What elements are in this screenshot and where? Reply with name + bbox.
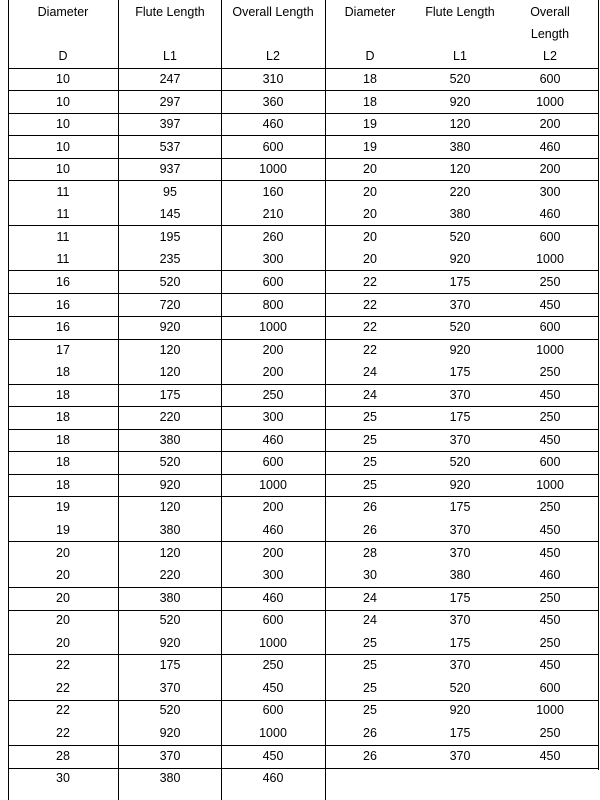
table-cell: 300 [262, 568, 284, 583]
table-cell: 22 [56, 725, 70, 740]
table-cell: 26 [363, 725, 377, 740]
header-label: Length [530, 27, 570, 41]
table-cell: 22 [363, 342, 377, 357]
table-cell: 20 [363, 207, 377, 222]
row-divider [8, 745, 325, 746]
table-cell: 920 [449, 342, 471, 357]
table-cell: 300 [262, 252, 284, 267]
table-cell: 600 [539, 72, 561, 86]
row-divider [8, 451, 325, 452]
header-label: Diameter [344, 5, 396, 19]
table-cell: 95 [163, 184, 177, 199]
table-cell: 250 [539, 500, 561, 515]
table-cell: 16 [56, 274, 70, 289]
table-cell: 370 [159, 680, 181, 695]
table-cell: 25 [363, 703, 377, 718]
table-cell: 360 [262, 94, 284, 109]
table-cell: 260 [262, 229, 284, 244]
table-cell: 370 [449, 613, 471, 628]
table-cell: 16 [56, 297, 70, 312]
row-divider [325, 180, 599, 181]
table-cell: 520 [449, 680, 471, 695]
table-cell: 720 [159, 297, 181, 312]
row-divider [8, 384, 325, 385]
table-cell: 380 [159, 432, 181, 447]
row-divider [325, 270, 599, 271]
row-divider [325, 135, 599, 136]
row-divider [325, 384, 599, 385]
table-cell: 520 [159, 274, 181, 289]
table-cell: 1000 [259, 320, 287, 335]
table-cell: 200 [262, 365, 284, 380]
table-cell: 370 [449, 658, 471, 673]
row-divider [325, 158, 599, 159]
table-cell: 25 [363, 635, 377, 650]
row-divider [8, 225, 325, 226]
table-cell: 520 [449, 72, 471, 86]
table-cell: 220 [449, 184, 471, 199]
row-divider [8, 339, 325, 340]
header-symbol: L1 [163, 49, 177, 63]
table-cell: 210 [262, 207, 284, 222]
table-cell: 26 [363, 748, 377, 763]
table-cell: 460 [539, 207, 561, 222]
table-cell: 120 [159, 545, 181, 560]
table-cell: 600 [539, 455, 561, 470]
row-divider [8, 90, 325, 91]
table-cell: 920 [159, 725, 181, 740]
table-cell: 175 [449, 725, 471, 740]
table-cell: 460 [262, 432, 284, 447]
column-divider [325, 0, 326, 800]
row-divider [325, 225, 599, 226]
table-cell: 175 [159, 658, 181, 673]
table-cell: 10 [56, 94, 70, 109]
row-divider [325, 90, 599, 91]
table-cell: 25 [363, 477, 377, 492]
table-cell: 920 [159, 477, 181, 492]
table-cell: 380 [159, 771, 181, 786]
table-cell: 800 [262, 297, 284, 312]
table-cell: 200 [262, 545, 284, 560]
table-cell: 300 [262, 410, 284, 425]
table-cell: 20 [56, 545, 70, 560]
row-divider [325, 496, 599, 497]
header-label: Flute Length [425, 5, 495, 19]
table-cell: 460 [262, 590, 284, 605]
table-cell: 19 [363, 139, 377, 154]
table-cell: 600 [539, 320, 561, 335]
table-cell: 20 [56, 635, 70, 650]
table-cell: 30 [56, 771, 70, 786]
table-cell: 1000 [259, 725, 287, 740]
table-cell: 22 [56, 658, 70, 673]
table-cell: 175 [449, 500, 471, 515]
row-divider [325, 700, 599, 701]
table-cell: 460 [262, 523, 284, 537]
table-cell: 450 [539, 545, 561, 560]
table-cell: 450 [539, 613, 561, 628]
row-divider [325, 68, 599, 69]
header-symbol: L2 [266, 49, 280, 63]
table-cell: 19 [363, 117, 377, 132]
row-divider [8, 180, 325, 181]
column-divider [8, 0, 9, 800]
table-cell: 520 [449, 455, 471, 470]
table-cell: 520 [159, 613, 181, 628]
table-cell: 520 [159, 455, 181, 470]
table-cell: 20 [56, 568, 70, 583]
row-divider [8, 293, 325, 294]
table-cell: 160 [262, 184, 284, 199]
table-cell: 200 [262, 500, 284, 515]
table-cell: 24 [363, 613, 377, 628]
table-cell: 195 [159, 229, 181, 244]
table-cell: 10 [56, 139, 70, 154]
table-cell: 11 [56, 229, 70, 244]
row-divider [325, 768, 599, 769]
row-divider [325, 541, 599, 542]
row-divider [8, 610, 325, 611]
table-cell: 18 [363, 94, 377, 109]
table-cell: 1000 [536, 342, 564, 357]
table-cell: 11 [56, 184, 70, 199]
row-divider [325, 429, 599, 430]
table-cell: 250 [539, 725, 561, 740]
table-cell: 460 [262, 771, 284, 786]
table-cell: 370 [449, 432, 471, 447]
table-cell: 450 [539, 748, 561, 763]
table-cell: 600 [262, 274, 284, 289]
table-cell: 920 [449, 703, 471, 718]
table-cell: 175 [449, 635, 471, 650]
table-cell: 24 [363, 387, 377, 402]
row-divider [8, 700, 325, 701]
row-divider [8, 541, 325, 542]
table-cell: 22 [363, 297, 377, 312]
table-cell: 1000 [259, 162, 287, 177]
table-cell: 920 [159, 635, 181, 650]
table-cell: 175 [159, 387, 181, 402]
table-cell: 450 [539, 523, 561, 537]
table-cell: 20 [56, 590, 70, 605]
table-cell: 520 [449, 229, 471, 244]
table-cell: 250 [262, 387, 284, 402]
table-cell: 247 [159, 72, 181, 86]
table-cell: 18 [56, 365, 70, 380]
table-cell: 450 [539, 658, 561, 673]
table-cell: 520 [159, 703, 181, 718]
row-divider [325, 293, 599, 294]
table-cell: 120 [159, 342, 181, 357]
table-cell: 17 [56, 342, 70, 357]
table-cell: 120 [159, 500, 181, 515]
table-cell: 22 [56, 680, 70, 695]
table-cell: 937 [159, 162, 181, 177]
table-cell: 520 [449, 320, 471, 335]
table-cell: 18 [363, 72, 377, 86]
row-divider [8, 270, 325, 271]
table-cell: 26 [363, 500, 377, 515]
table-cell: 450 [539, 432, 561, 447]
table-cell: 1000 [536, 477, 564, 492]
table-cell: 250 [539, 410, 561, 425]
table-cell: 18 [56, 387, 70, 402]
table-cell: 600 [262, 613, 284, 628]
row-divider [8, 316, 325, 317]
row-divider [325, 339, 599, 340]
table-cell: 30 [363, 568, 377, 583]
table-cell: 18 [56, 410, 70, 425]
table-cell: 460 [262, 117, 284, 132]
table-cell: 24 [363, 365, 377, 380]
row-divider [325, 654, 599, 655]
row-divider [8, 113, 325, 114]
header-symbol: D [365, 49, 375, 63]
table-cell: 920 [159, 320, 181, 335]
row-divider [8, 429, 325, 430]
table-cell: 175 [449, 274, 471, 289]
table-cell: 450 [262, 748, 284, 763]
table-cell: 11 [56, 252, 70, 267]
table-cell: 600 [262, 455, 284, 470]
table-cell: 25 [363, 432, 377, 447]
table-cell: 25 [363, 680, 377, 695]
header-symbol: L1 [453, 49, 467, 63]
table-cell: 250 [262, 658, 284, 673]
row-divider [8, 768, 325, 769]
table-cell: 200 [262, 342, 284, 357]
table-cell: 250 [539, 590, 561, 605]
table-cell: 175 [449, 365, 471, 380]
table-cell: 18 [56, 432, 70, 447]
table-cell: 380 [159, 590, 181, 605]
header-label: Flute Length [135, 5, 205, 19]
row-divider [325, 610, 599, 611]
table-cell: 235 [159, 252, 181, 267]
column-divider [221, 0, 222, 800]
row-divider [325, 406, 599, 407]
header-symbol: D [58, 49, 68, 63]
table-cell: 370 [449, 387, 471, 402]
table-cell: 20 [363, 229, 377, 244]
table-cell: 220 [159, 568, 181, 583]
table-cell: 370 [159, 748, 181, 763]
table-cell: 380 [449, 139, 471, 154]
row-divider [8, 654, 325, 655]
table-cell: 28 [363, 545, 377, 560]
table-cell: 250 [539, 274, 561, 289]
table-cell: 19 [56, 523, 70, 537]
table-cell: 22 [363, 320, 377, 335]
table-cell: 20 [363, 252, 377, 267]
table-cell: 250 [539, 365, 561, 380]
table-cell: 20 [56, 613, 70, 628]
row-divider [8, 587, 325, 588]
table-cell: 22 [56, 703, 70, 718]
table-cell: 370 [449, 545, 471, 560]
table-cell: 920 [449, 94, 471, 109]
row-divider [8, 496, 325, 497]
table-cell: 26 [363, 523, 377, 537]
table-cell: 250 [539, 635, 561, 650]
table-cell: 1000 [259, 635, 287, 650]
row-divider [8, 158, 325, 159]
table-cell: 300 [539, 184, 561, 199]
header-label: Diameter [37, 5, 89, 19]
table-cell: 19 [56, 500, 70, 515]
table-cell: 16 [56, 320, 70, 335]
table-cell: 297 [159, 94, 181, 109]
table-cell: 1000 [536, 94, 564, 109]
row-divider [325, 316, 599, 317]
header-label: Overall Length [232, 5, 314, 19]
table-cell: 1000 [259, 477, 287, 492]
table-cell: 600 [539, 680, 561, 695]
header-symbol: L2 [543, 49, 557, 63]
table-cell: 380 [449, 207, 471, 222]
table-cell: 18 [56, 455, 70, 470]
table-cell: 145 [159, 207, 181, 222]
row-divider [325, 474, 599, 475]
table-cell: 200 [539, 162, 561, 177]
table-cell: 18 [56, 477, 70, 492]
table-cell: 450 [262, 680, 284, 695]
table-cell: 370 [449, 748, 471, 763]
row-divider [325, 451, 599, 452]
row-divider [8, 135, 325, 136]
table-cell: 537 [159, 139, 181, 154]
table-cell: 920 [449, 477, 471, 492]
table-cell: 460 [539, 139, 561, 154]
table-cell: 20 [363, 162, 377, 177]
table-cell: 220 [159, 410, 181, 425]
row-divider [8, 406, 325, 407]
table-cell: 397 [159, 117, 181, 132]
table-cell: 10 [56, 162, 70, 177]
table-cell: 600 [262, 703, 284, 718]
table-cell: 24 [363, 590, 377, 605]
row-divider [325, 113, 599, 114]
table-cell: 1000 [536, 703, 564, 718]
table-cell: 600 [262, 139, 284, 154]
table-cell: 450 [539, 387, 561, 402]
table-cell: 450 [539, 297, 561, 312]
row-divider [8, 68, 325, 69]
table-cell: 25 [363, 410, 377, 425]
table-cell: 22 [363, 274, 377, 289]
table-cell: 175 [449, 410, 471, 425]
header-label: Overall [530, 5, 570, 19]
table-cell: 310 [262, 72, 284, 86]
column-divider [118, 0, 119, 800]
table-cell: 370 [449, 523, 471, 537]
table-cell: 380 [449, 568, 471, 583]
table-cell: 120 [449, 117, 471, 132]
table-cell: 460 [539, 568, 561, 583]
table-cell: 1000 [536, 252, 564, 267]
table-cell: 25 [363, 658, 377, 673]
table-cell: 120 [449, 162, 471, 177]
table-cell: 25 [363, 455, 377, 470]
table-cell: 380 [159, 523, 181, 537]
table-cell: 120 [159, 365, 181, 380]
row-divider [325, 745, 599, 746]
table-cell: 200 [539, 117, 561, 132]
table-cell: 28 [56, 748, 70, 763]
table-cell: 10 [56, 117, 70, 132]
table-cell: 175 [449, 590, 471, 605]
table-cell: 20 [363, 184, 377, 199]
table-cell: 11 [56, 207, 70, 222]
table-cell: 600 [539, 229, 561, 244]
row-divider [325, 587, 599, 588]
table-cell: 10 [56, 72, 70, 86]
table-cell: 920 [449, 252, 471, 267]
table-cell: 370 [449, 297, 471, 312]
row-divider [8, 474, 325, 475]
